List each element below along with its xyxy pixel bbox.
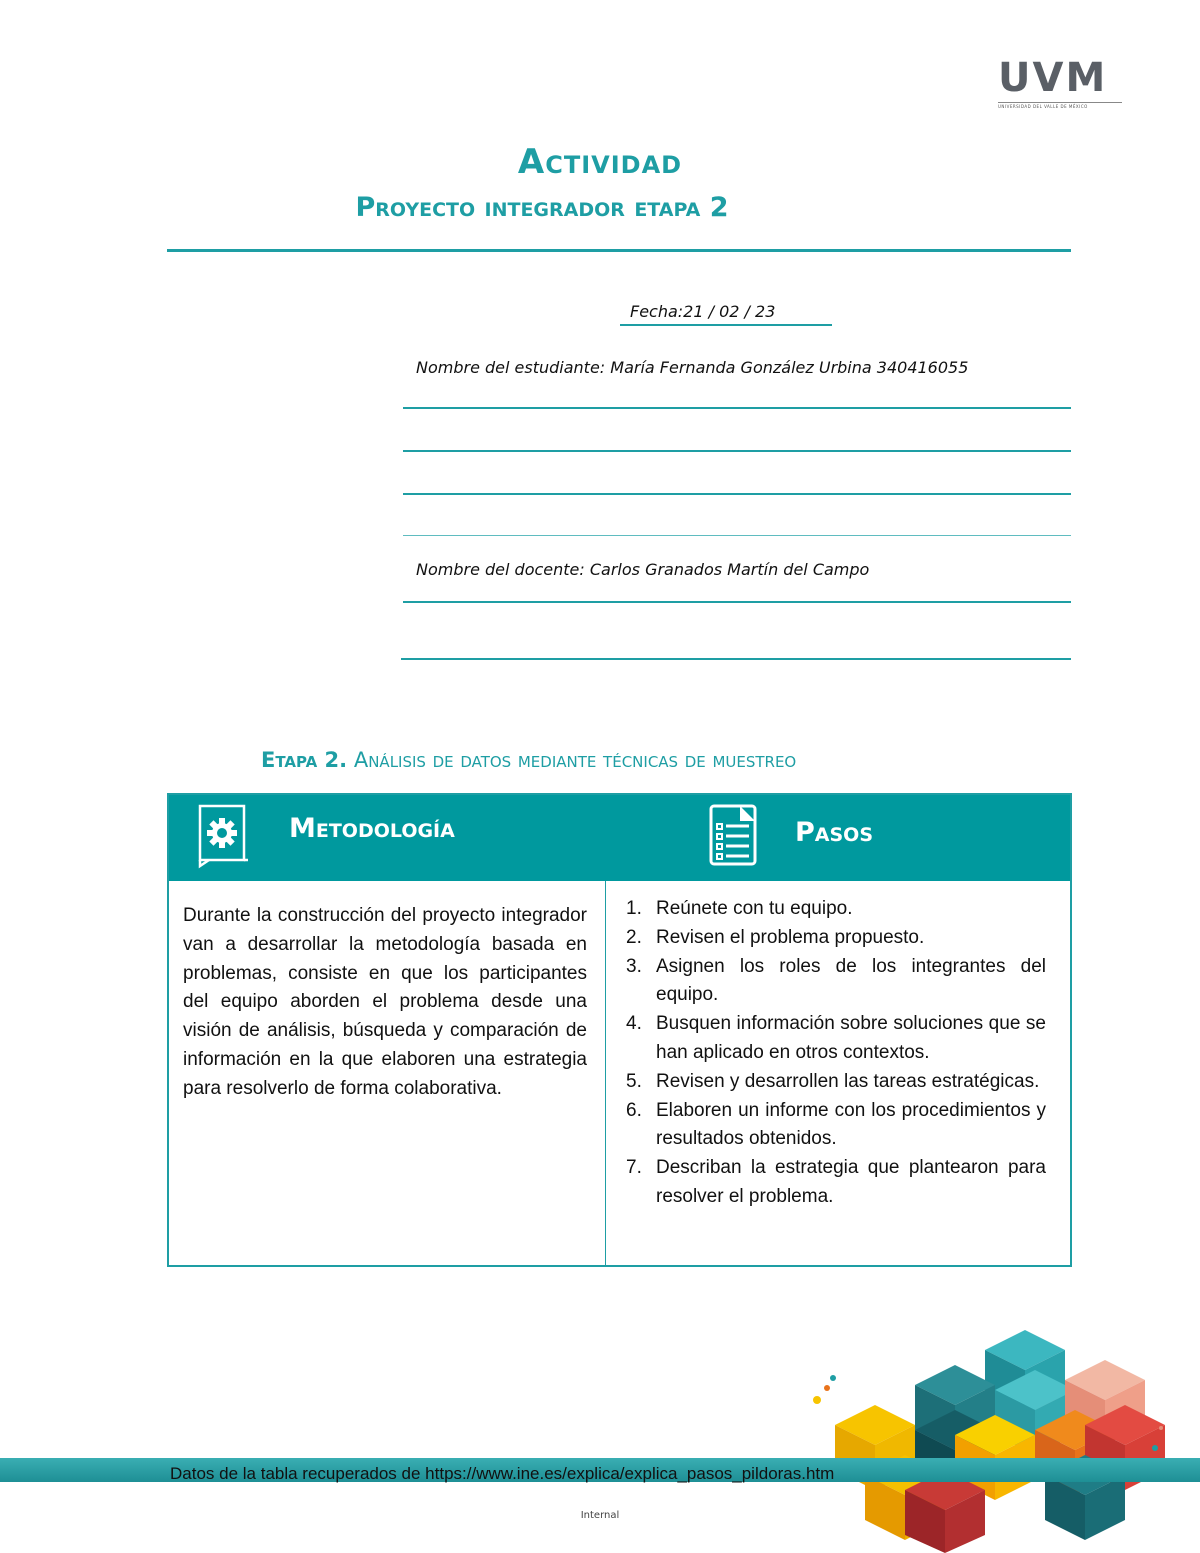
table-header <box>169 795 1070 881</box>
list-item: 2. Revisen el problema propuesto. <box>626 926 925 948</box>
logo-divider <box>998 102 1122 103</box>
student-name-label: Nombre del estudiante: María Fernanda González Urbina 340416055 <box>416 358 969 377</box>
list-item: 5. Revisen y desarrollen las tareas estratégicas. <box>626 1070 1040 1092</box>
page-title: Actividad <box>517 142 683 182</box>
page-subtitle: Proyecto integrador etapa 2 <box>355 192 729 223</box>
list-item: 7. Describan la estrategia que plantearon para resolver el problema. <box>626 1157 1046 1207</box>
list-item: 4. Busquen información sobre soluciones que se han aplicado en otros contextos. <box>626 1013 1046 1063</box>
student-line-4 <box>403 535 1071 536</box>
methodology-header: Metodología <box>289 813 455 844</box>
student-line-3 <box>403 493 1071 495</box>
classification-label: Internal <box>580 1510 620 1521</box>
student-line-2 <box>403 450 1071 452</box>
list-item: 1. Reúnete con tu equipo. <box>626 898 853 919</box>
logo-text: UVM <box>998 55 1108 101</box>
section-title <box>261 748 796 772</box>
date-field: Fecha:21 / 02 / 23 <box>620 302 832 326</box>
student-line-1 <box>403 407 1071 409</box>
steps-header: Pasos <box>795 817 874 848</box>
teacher-name-label: Nombre del docente: Carlos Granados Martín del Campo <box>416 560 870 579</box>
methodology-table <box>167 793 1072 1267</box>
list-item: 6. Elaboren un informe con los procedimientos y resultados obtenidos. <box>626 1099 1046 1150</box>
column-divider <box>605 881 606 1265</box>
checklist-icon <box>707 802 761 872</box>
teacher-line-1 <box>403 601 1071 603</box>
source-footnote: Datos de la tabla recuperados de https://www.ine.es/explica/explica_pasos_pildoras.htm <box>170 1464 835 1483</box>
title-divider <box>167 249 1071 252</box>
section-title-text: Análisis de datos mediante técnicas de muestreo <box>353 748 797 772</box>
list-item: 3. Asignen los roles de los integrantes del equipo. <box>626 955 1046 1006</box>
section-prefix: Etapa 2. <box>261 748 348 772</box>
gear-document-icon <box>197 803 251 873</box>
uvm-logo <box>998 55 1122 110</box>
steps-list <box>626 895 1046 1212</box>
logo-subtitle: UNIVERSIDAD DEL VALLE DE MÉXICO <box>998 104 1088 109</box>
methodology-text: Durante la construcción del proyecto integrador van a desarrollar la metodología basada en problemas, consiste en que los participantes del equipo aborden el problema desde una visión de análisis, búsqueda y comparación de información en la que elaboren una estrategia para resolverlo de forma colaborativa. <box>183 905 587 1099</box>
teacher-line-2 <box>401 658 1071 660</box>
